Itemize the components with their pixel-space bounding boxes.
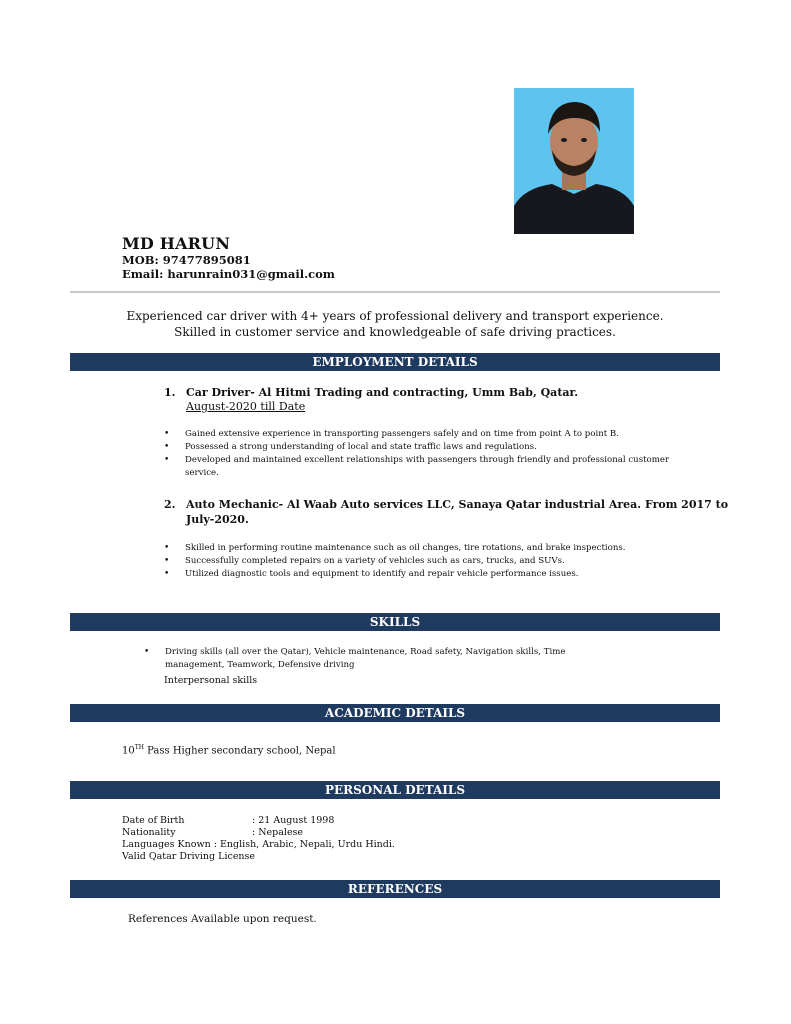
academic-entry [122, 744, 336, 756]
header-divider [70, 291, 720, 293]
nationality-label: Nationality [122, 827, 176, 838]
list-item: • Successfully completed repairs on a variety of vehicles such as cars, trucks, and SUVs. [164, 555, 674, 568]
email-address: Email: harunrain031@gmail.com [122, 267, 335, 281]
employment-section-header: EMPLOYMENT DETAILS [70, 353, 720, 371]
job-1-number: 1. [164, 386, 176, 399]
list-item: • Skilled in performing routine maintenance such as oil changes, tire rotations, and brake inspections. [164, 542, 674, 555]
driving-license: Valid Qatar Driving License [122, 851, 256, 862]
profile-photo [514, 88, 634, 234]
list-item: • Possessed a strong understanding of local and state traffic laws and regulations. [164, 441, 674, 454]
person-portrait-icon [514, 88, 634, 234]
list-item: • Developed and maintained excellent relationships with passengers through friendly and professional customer service. [164, 454, 674, 480]
list-item: • Utilized diagnostic tools and equipment to identify and repair vehicle performance issues. [164, 568, 674, 581]
academic-grade-suffix: TH [134, 744, 144, 751]
list-item [144, 646, 624, 672]
job-2-title-line-1: Auto Mechanic- Al Waab Auto services LLC, Sanaya Qatar industrial Area. From 2017 to [186, 498, 729, 511]
academic-grade: 10 [122, 745, 135, 757]
skills-line-2: management, Teamwork, Defensive driving [165, 660, 355, 670]
skills-list [144, 646, 624, 672]
mobile-number: MOB: 97477895081 [122, 253, 251, 267]
dob-value: : 21 August 1998 [252, 815, 335, 826]
personal-section-header: PERSONAL DETAILS [70, 781, 720, 799]
nationality-value: : Nepalese [252, 827, 304, 838]
skills-line-1: Driving skills (all over the Qatar), Vehicle maintenance, Road safety, Navigation skills, Time [165, 647, 566, 657]
candidate-name: MD HARUN [122, 234, 231, 253]
references-text: References Available upon request. [128, 913, 317, 925]
languages-known: Languages Known : English, Arabic, Nepali, Urdu Hindi. [122, 839, 395, 850]
job-2-duties [164, 542, 674, 581]
profile-summary [70, 308, 720, 340]
summary-line-1: Experienced car driver with 4+ years of professional delivery and transport experience. [126, 309, 664, 323]
list-item: • Gained extensive experience in transporting passengers safely and on time from point A to point B. [164, 428, 674, 441]
references-section-header: REFERENCES [70, 880, 720, 898]
job-2-number: 2. [164, 498, 176, 511]
skills-section-header: SKILLS [70, 613, 720, 631]
dob-label: Date of Birth [122, 815, 185, 826]
job-1-title: Car Driver- Al Hitmi Trading and contracting, Umm Bab, Qatar. [186, 386, 579, 399]
job-1-date: August-2020 till Date [186, 400, 306, 413]
summary-line-2: Skilled in customer service and knowledgeable of safe driving practices. [174, 325, 616, 339]
academic-section-header: ACADEMIC DETAILS [70, 704, 720, 722]
skills-line-3: Interpersonal skills [164, 675, 258, 686]
academic-school: Pass Higher secondary school, Nepal [143, 745, 336, 757]
job-2-title-line-2: July-2020. [186, 513, 249, 526]
job-1-duties [164, 428, 674, 480]
